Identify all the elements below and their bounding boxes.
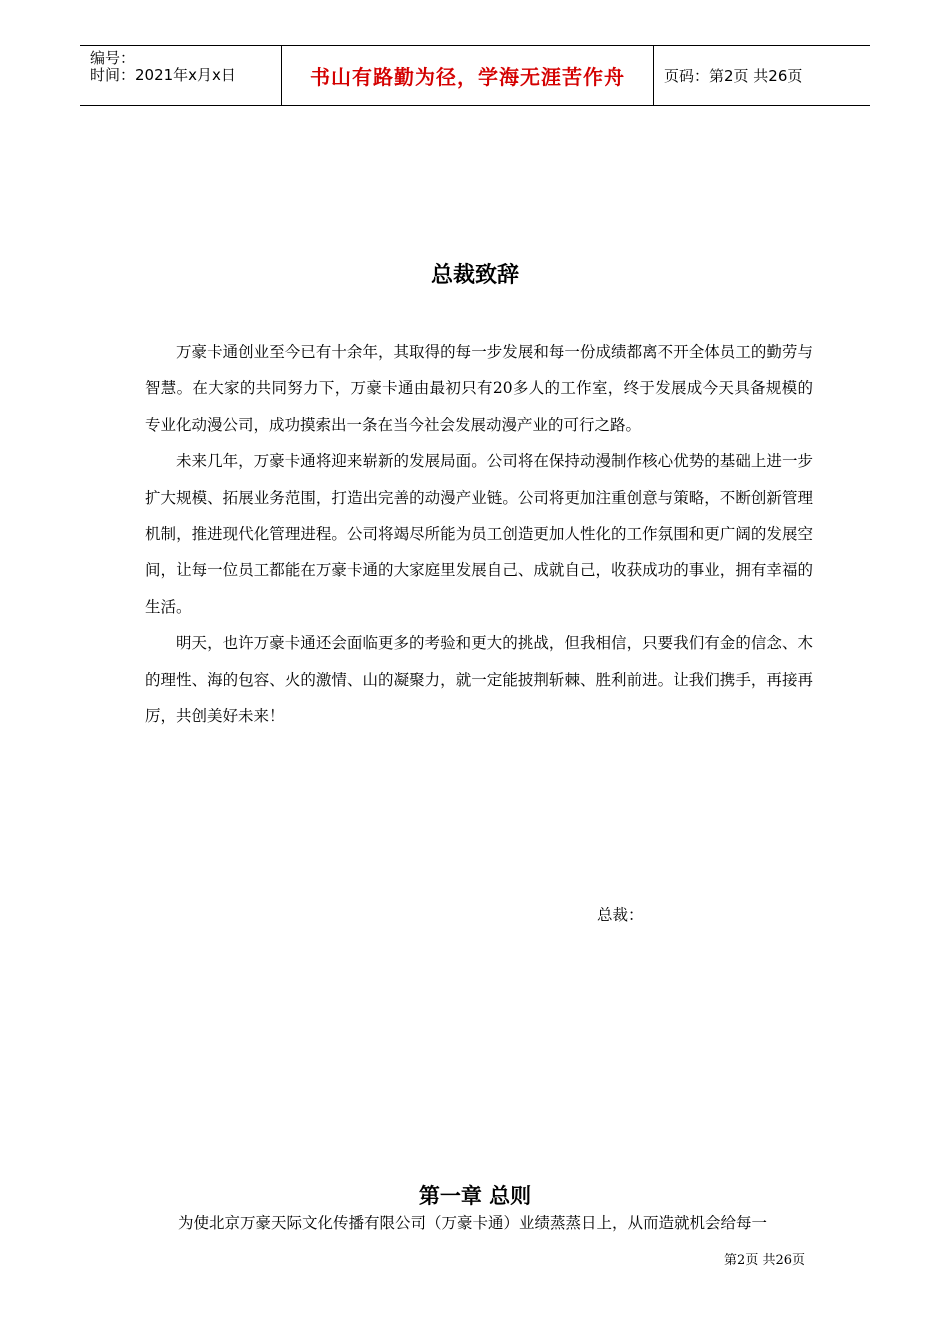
header-motto: 书山有路勤为径，学海无涯苦作舟 [282, 46, 654, 105]
letter-paragraph: 明天，也许万豪卡通还会面临更多的考验和更大的挑战，但我相信，只要我们有金的信念、木的理性、海的包容、火的激情、山的凝聚力，就一定能披荆斩棘、胜利前进。让我们携手，再接再厉，共创美好未来！ [145, 634, 813, 726]
letter-title: 总裁致辞 [430, 263, 519, 288]
header-meta [80, 46, 282, 105]
time-label: 时间：2021年x月x日 [90, 66, 236, 84]
letter-paragraph: 未来几年，万豪卡通将迎来崭新的发展局面。公司将在保持动漫制作核心优势的基础上进一步扩大规模、拓展业务范围，打造出完善的动漫产业链。公司将更加注重创意与策略，不断创新管理机制，推进现代化管理进程。公司将竭尽所能为员工创造更加人性化的工作氛围和更广阔的发展空间，让每一位员工都能在万豪卡通的大家庭里发展自己、成就自己，收获成功的事业，拥有幸福的生活。 [145, 452, 813, 616]
chapter-first-line: 为使北京万豪天际文化传播有限公司（万豪卡通）业绩蒸蒸日上，从而造就机会给每一 [178, 1214, 768, 1232]
letter-paragraph: 万豪卡通创业至今已有十余年，其取得的每一步发展和每一份成绩都离不开全体员工的勤劳与智慧。在大家的共同努力下，万豪卡通由最初只有20多人的工作室，终于发展成今天具备规模的专业化动漫公司，成功摸索出一条在当今社会发展动漫产业的可行之路。 [145, 343, 813, 434]
code-label: 编号： [90, 49, 136, 67]
chapter-title: 第一章 总则 [418, 1184, 532, 1208]
header-page-info: 页码：第2页 共26页 [664, 67, 803, 85]
signature-label: 总裁： [597, 906, 644, 924]
letter-body [145, 334, 813, 734]
page-footer: 第2页 共26页 [724, 1253, 805, 1268]
page-header [80, 45, 870, 106]
